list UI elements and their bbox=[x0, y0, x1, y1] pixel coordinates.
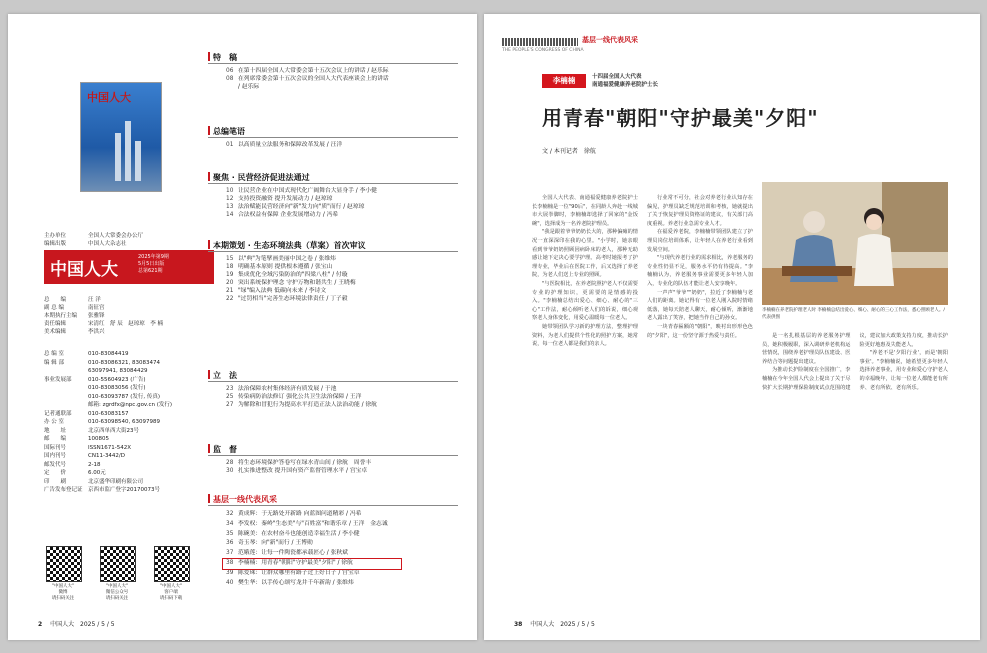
toc-page-number: 38 bbox=[226, 559, 234, 566]
toc-item-title: 将生态环境保护答卷写在绿水青山间 / 徐航 周誉丰 bbox=[238, 460, 372, 466]
article-byline: 文 / 本刊记者 徐航 bbox=[542, 148, 596, 155]
column-header-bar bbox=[502, 38, 578, 46]
info-label: 总 编 bbox=[44, 297, 67, 303]
info-label: 事业发展部 bbox=[44, 376, 72, 383]
info-value: 汪 洋 bbox=[88, 297, 101, 303]
toc-item-title: 樊生华：以手传心颂写龙井千年新韵 / 张维炜 bbox=[238, 579, 354, 586]
toc-item[interactable] bbox=[226, 211, 377, 219]
toc-item-title: 集成优化全域污染防治的"四梁八柱" / 付璇 bbox=[238, 272, 348, 278]
toc-page-number: 40 bbox=[226, 579, 234, 586]
masthead bbox=[44, 250, 214, 284]
paragraph: 为推动长护险制度在全国推广，李楠楠在今年全国人代会上提出了关于尽快扩大长期护理保险制度试点范围的建议，建议加大政策支持力度，推动长护险更好地惠及失能老人。 bbox=[762, 333, 948, 391]
toc-page-number: 27 bbox=[226, 402, 234, 408]
info-value: ISSN1671-542X bbox=[88, 444, 131, 451]
info-label: 美术编辑 bbox=[44, 329, 67, 335]
toc-item[interactable] bbox=[226, 255, 356, 263]
tower-graphic bbox=[115, 133, 121, 181]
toc-item-title: 奇玉琴：向"新"而行 / 王博勋 bbox=[238, 540, 313, 547]
issue-info bbox=[138, 254, 169, 275]
toc-item-title: 以"典"为笔擘画美丽中国之卷 / 张维炜 bbox=[238, 256, 336, 262]
toc-page-number: 28 bbox=[226, 460, 234, 466]
qr-caption-line: "中国人大" bbox=[51, 584, 75, 589]
info-label: 编 辑 部 bbox=[44, 359, 64, 366]
info-value: 6.00元 bbox=[88, 470, 106, 476]
toc-item bbox=[226, 83, 389, 91]
publisher-info bbox=[44, 232, 143, 248]
toc-item-title: 在列席常委会第十五次会议的全国人大代表座谈会上的讲话 bbox=[238, 76, 389, 82]
folio-magazine: 中国人大 bbox=[50, 621, 75, 628]
qr-caption-line: 微信公众号 bbox=[105, 590, 129, 595]
toc-item[interactable] bbox=[226, 393, 377, 401]
info-value: 北京盛华印刷有限公司 bbox=[88, 478, 144, 485]
toc-item-title: 以高质量立法服务和保障改革发展 / 汪洋 bbox=[238, 142, 343, 148]
qr-caption-line: "中国人大" bbox=[105, 584, 129, 589]
toc-item-title: 传染病防治法修订 强化公共卫生法治保障 / 王洋 bbox=[238, 394, 362, 400]
toc-page-number: 08 bbox=[226, 76, 234, 82]
info-value: 010-83084419 bbox=[88, 351, 129, 357]
toc-item-title: 合法权益有保障 企业发展增动力 / 冯希 bbox=[238, 212, 339, 218]
info-value: 京西市监广登字20170073号 bbox=[88, 487, 160, 493]
divider bbox=[208, 381, 458, 382]
qr-caption bbox=[151, 584, 191, 602]
toc-item-title: 李发权：秦岭"生态美"与"百姓富"和谐乐章 / 王洋 金志诚 bbox=[238, 520, 388, 527]
qr-code-weibo[interactable] bbox=[46, 546, 82, 582]
paragraph: 行业常不可分，社会对养老行业认知存在偏见，护理员缺乏规范培训和考核，她就提出了关于恢复护理员资格证的建议，有关部门高度重视。养老行业急需专业人才。 bbox=[647, 195, 753, 227]
toc-item[interactable] bbox=[226, 579, 388, 589]
toc-page-number: 13 bbox=[226, 204, 234, 210]
toc-item[interactable] bbox=[226, 287, 356, 295]
toc-page-number: 18 bbox=[226, 264, 234, 270]
toc-list bbox=[226, 510, 388, 588]
info-label: 总 编 室 bbox=[44, 351, 64, 357]
toc-item-title: 李楠楠：用青春"朝阳"守护最美"夕阳" / 徐航 bbox=[238, 559, 353, 566]
article-headline: 用青春"朝阳"守护最美"夕阳" bbox=[542, 106, 819, 130]
paragraph: 一块青春匾额的"朝阳"，映衬出形形色色的"夕阳"，这一份坚守源于热爱与责任。 bbox=[647, 323, 753, 339]
info-label: 编辑出版 bbox=[44, 241, 67, 247]
qr-code-wechat[interactable] bbox=[100, 546, 136, 582]
toc-section-title: 特 稿 bbox=[208, 52, 237, 63]
toc-page-number: 32 bbox=[226, 511, 234, 517]
toc-item-title: 范娥莲：让每一件陶瓷都承载匠心 / 张秋斌 bbox=[238, 550, 348, 557]
toc-list bbox=[226, 459, 371, 475]
page-folio bbox=[514, 619, 595, 628]
qr-caption-line: 请扫码下载 bbox=[159, 596, 183, 601]
toc-page-number: 37 bbox=[226, 550, 234, 557]
paragraph: 一声声"爷爷""奶奶"，拉近了李楠楠与老人们的距离。她记得有一位老人刚入院时情绪低落，她每天陪老人聊天，耐心倾听，渐渐地老人露出了笑容，把她当作自己的孙女。 bbox=[647, 289, 753, 322]
toc-page-number: 10 bbox=[226, 188, 234, 194]
divider bbox=[208, 63, 458, 64]
toc-page-number: 21 bbox=[226, 288, 234, 294]
info-value: 100805 bbox=[88, 436, 109, 442]
photo-illustration bbox=[762, 182, 948, 305]
toc-list bbox=[226, 187, 377, 219]
toc-item[interactable] bbox=[226, 141, 342, 149]
issue-date: 5月5日出版 bbox=[138, 261, 165, 267]
info-value: 李洪兴 bbox=[88, 329, 105, 335]
info-label: 本期执行主编 bbox=[44, 313, 78, 319]
toc-page-number: 22 bbox=[226, 296, 234, 302]
toc-list bbox=[226, 141, 342, 149]
representative-name: 李楠楠 bbox=[542, 74, 586, 88]
toc-item-title: 为解除和冒犯行为提高水平打造正法人法治动能 / 徐航 bbox=[238, 402, 377, 408]
rep-title: 十四届全国人大代表 bbox=[592, 74, 642, 80]
toc-page-number: 19 bbox=[226, 272, 234, 278]
toc-item-title: / 赵乐际 bbox=[238, 84, 260, 90]
info-label: 主办单位 bbox=[44, 233, 67, 239]
toc-item-title: 支持投资融资 提升发展动力 / 赵琼琼 bbox=[238, 196, 333, 202]
toc-item[interactable] bbox=[226, 271, 356, 279]
photo-caption: 李楠楠在养老院护理老人时 李楠楠总结出爱心、细心、耐心的三心工作法，悉心照顾老人。/ 代表供图 bbox=[762, 308, 945, 320]
article-photo bbox=[762, 182, 948, 305]
info-value: 北京西单西大街23号 bbox=[88, 427, 139, 434]
magazine-cover-thumbnail bbox=[80, 82, 162, 192]
toc-item[interactable] bbox=[226, 67, 389, 75]
info-label: 国内刊号 bbox=[44, 453, 67, 459]
toc-list bbox=[226, 67, 389, 91]
toc-page-number: 35 bbox=[226, 530, 234, 537]
folio-date: 2025 / 5 / 5 bbox=[560, 621, 595, 628]
editors-list bbox=[44, 296, 163, 336]
toc-item-title: 陈碗美：在农村奋斗也能创造幸福生活 / 李小健 bbox=[238, 530, 360, 537]
page-folio bbox=[38, 619, 115, 628]
info-label: 责任编辑 bbox=[44, 321, 67, 327]
paragraph: "养老不是'夕阳行业'，而是'朝阳事业'。"李楠楠说，她希望更多年轻人选择养老事业，用专业和爱心守护老人的幸福晚年，让每一位老人都能老有所养、老有所依、老有所乐。 bbox=[859, 350, 948, 391]
info-value: 中国人大杂志社 bbox=[88, 241, 127, 247]
column-title: 基层一线代表风采 bbox=[582, 36, 638, 44]
toc-item[interactable] bbox=[226, 195, 377, 203]
toc-item-title: 明确基本原则 提供根本遵循 / 张宝山 bbox=[238, 264, 333, 270]
toc-page-number: 14 bbox=[226, 212, 234, 218]
paragraph: 她带领团队学习新的护理方法，整理护理资料，为老人们提供个性化的照护方案，她常说，每一位老人都是我们的亲人。 bbox=[532, 323, 638, 348]
divider bbox=[208, 251, 458, 252]
info-value: 010-63083157 bbox=[88, 410, 129, 417]
toc-item[interactable] bbox=[226, 467, 371, 475]
toc-page-number: 12 bbox=[226, 196, 234, 202]
info-label: 国际刊号 bbox=[44, 444, 67, 451]
divider bbox=[208, 505, 458, 506]
toc-item-title: 让民营企业在中国式现代化广阔舞台大显身手 / 李小健 bbox=[238, 188, 377, 194]
toc-item-title: 扎实推进整改 提升国有资产监督管理水平 / 宫宝卓 bbox=[238, 468, 368, 474]
folio-magazine: 中国人大 bbox=[530, 621, 555, 628]
column-subtitle: THE PEOPLE'S CONGRESS OF CHINA bbox=[502, 48, 584, 53]
folio-date: 2025 / 5 / 5 bbox=[80, 621, 115, 628]
toc-section-title: 本期策划 · 生态环境法典（草案）首次审议 bbox=[208, 240, 366, 251]
toc-page-number: 25 bbox=[226, 394, 234, 400]
article-column-2 bbox=[647, 194, 753, 614]
toc-item[interactable] bbox=[226, 187, 377, 195]
toc-item[interactable] bbox=[226, 279, 356, 287]
tower-graphic bbox=[135, 141, 141, 181]
toc-item[interactable] bbox=[226, 520, 388, 530]
paragraph: 是一名扎根基层的养老服务护理员，她积极履职，深入调研养老机构运营情况，围绕养老护理员队伍建设、医养结合等问题提出建议。 bbox=[762, 333, 851, 365]
info-value: 010-63098540, 63097989 bbox=[88, 419, 160, 425]
right-page bbox=[484, 14, 980, 640]
paragraph: "与现代养老行业的需求相比，养老服务的专业性仍显不足，服务水平仍有待提高。"李楠楠认为，养老服务事业需要更多年轻人加入，专业化的队伍才能让老人安享晚年。 bbox=[647, 255, 753, 287]
info-label: 广告发布登记证 bbox=[44, 487, 83, 493]
qr-code-app[interactable] bbox=[154, 546, 190, 582]
info-label: 副 总 编 bbox=[44, 305, 64, 311]
info-value: 邮箱: zgrdfx@npc.gov.cn (发行) bbox=[88, 402, 173, 408]
toc-list bbox=[226, 255, 356, 303]
qr-caption-line: 客户端 bbox=[164, 590, 178, 595]
issue-number: 2025年第9期 bbox=[138, 254, 169, 260]
info-value: 全国人大常委会办公厅 bbox=[88, 233, 144, 239]
info-value: 010-83086321, 83083474 bbox=[88, 359, 160, 366]
toc-item[interactable] bbox=[226, 530, 388, 540]
divider bbox=[208, 137, 458, 138]
toc-section-title: 基层一线代表风采 bbox=[208, 494, 277, 505]
toc-item-title: 陈爱珠：让群众哪里有路子过上好日子 / 宫宝卓 bbox=[238, 569, 360, 576]
info-value: 010-83083056 (发行) bbox=[88, 385, 146, 391]
qr-caption bbox=[97, 584, 137, 602]
cover-logo: 中国人大 bbox=[87, 91, 131, 104]
page-number: 38 bbox=[514, 621, 523, 628]
info-value: 010-55604923 (广告) bbox=[88, 376, 146, 383]
divider bbox=[208, 183, 458, 184]
info-label: 地 址 bbox=[44, 427, 67, 434]
divider bbox=[208, 455, 458, 456]
toc-item-title: 法治赋能民营经济向"新"发力向"质"而行 / 赵琼琼 bbox=[238, 204, 365, 210]
rep-position: 南通福爱健康养老院护士长 bbox=[592, 81, 659, 88]
paragraph: 全国人大代表、南通福爱健康养老院护士长李楠楠是一位"90后"，在同龄人奔赴一线城市大展拳脚时，李楠楠却选择了回家的"金饭碗"，选择成为一名养老院护理员。 bbox=[532, 195, 638, 227]
info-value: 63097941, 83084429 bbox=[88, 368, 148, 374]
issue-total: 总第621期 bbox=[138, 268, 163, 274]
toc-page-number: 20 bbox=[226, 280, 234, 286]
toc-item-title: "绿"编入法典 低碳向未来 / 李诗文 bbox=[238, 288, 327, 294]
info-label: 邮 编 bbox=[44, 436, 67, 442]
info-label: 邮发代号 bbox=[44, 461, 67, 468]
toc-page-number: 34 bbox=[226, 520, 234, 527]
toc-page-number: 36 bbox=[226, 540, 234, 547]
toc-item-title: 黄成辉：于无路处开新路 向蓝图问道精彩 / 冯希 bbox=[238, 511, 362, 517]
info-value: 宋清红 舒 辰 赵琼琼 李 楠 bbox=[88, 321, 163, 327]
toc-item[interactable] bbox=[226, 203, 377, 211]
toc-section-title: 聚焦 · 民营经济促进法通过 bbox=[208, 172, 310, 183]
tower-graphic bbox=[125, 121, 131, 181]
info-value: 南征宫 bbox=[88, 305, 105, 311]
toc-page-number: 30 bbox=[226, 468, 234, 474]
page-number: 2 bbox=[38, 621, 43, 628]
toc-page-number: 06 bbox=[226, 68, 234, 74]
toc-item[interactable] bbox=[226, 510, 388, 520]
article-column-3 bbox=[762, 332, 948, 612]
toc-item-title: 在第十四届全国人大常委会第十五次会议上的讲话 / 赵乐际 bbox=[238, 68, 389, 74]
toc-page-number: 23 bbox=[226, 386, 234, 392]
toc-item-title: 法治保障农村集体经济有质发展 / 于池 bbox=[238, 386, 337, 392]
toc-section-title: 监 督 bbox=[208, 444, 237, 455]
article-column-1 bbox=[532, 194, 638, 614]
toc-section-title: 总编笔语 bbox=[208, 126, 245, 137]
info-label: 记者通联部 bbox=[44, 410, 72, 417]
toc-item[interactable] bbox=[226, 569, 388, 579]
toc-item[interactable] bbox=[226, 263, 356, 271]
info-value: CN11-3442/D bbox=[88, 453, 126, 459]
toc-item-title: 突出系统保护理念 守护万物和谐共生 / 王晓梅 bbox=[238, 280, 356, 286]
qr-caption-line: "中国人大" bbox=[159, 584, 183, 589]
contact-list bbox=[44, 350, 172, 495]
toc-page-number: 39 bbox=[226, 569, 234, 576]
highlight-box bbox=[222, 558, 402, 570]
info-label: 办 公 室 bbox=[44, 419, 64, 425]
toc-item[interactable] bbox=[226, 539, 388, 549]
info-label: 印 刷 bbox=[44, 478, 67, 485]
toc-section-title: 立 法 bbox=[208, 370, 237, 381]
info-value: 张雅锋 bbox=[88, 313, 105, 319]
qr-caption-line: 请扫码关注 bbox=[51, 596, 75, 601]
toc-page-number: 15 bbox=[226, 256, 234, 262]
paragraph: "与医院相比，在养老院照护老人不仅需要专业的护理知识，更需要的是情感的投入。"李楠楠总结出爱心、细心、耐心的"三心"工作法，耐心倾听老人们的诉说，细心观察老人身体变化，用爱心温暖每一位老人。 bbox=[532, 280, 638, 322]
toc-item[interactable] bbox=[226, 401, 377, 409]
toc-list bbox=[226, 385, 377, 409]
qr-caption-line: 微博 bbox=[58, 590, 68, 595]
representative-description bbox=[592, 74, 658, 89]
paragraph: "我是跟着爷爷奶奶长大的，那种偏瘫的情况一直深深印在我的心里。"小学时，她亲眼看到爷爷奶奶照顾因病卧床的老人，那种无助感让她下定决心要学护理。高考时她报考了护理专业，毕业后在医院工作，后又选择了养老院，为老人们送上专业的照顾。 bbox=[532, 229, 638, 279]
toc-item[interactable] bbox=[226, 75, 389, 83]
toc-page-number: 01 bbox=[226, 142, 234, 148]
masthead-logo: 中国人大 bbox=[50, 260, 118, 280]
info-value: 2-18 bbox=[88, 461, 101, 468]
toc-item-title: "过罚相当"完善生态环境法律责任 / 丁子毅 bbox=[238, 296, 348, 302]
paragraph: 在福爱养老院，李楠楠带领团队建立了护理员岗位培训体系，让年轻人在养老行业看到发展空间。 bbox=[647, 229, 753, 253]
qr-caption-line: 请扫码关注 bbox=[105, 596, 129, 601]
toc-item[interactable] bbox=[226, 385, 377, 393]
toc-item[interactable] bbox=[226, 295, 356, 303]
left-page bbox=[8, 14, 477, 640]
toc-item[interactable] bbox=[226, 459, 371, 467]
info-value: 010-63093787 (发行, 传真) bbox=[88, 393, 161, 400]
qr-caption bbox=[43, 584, 83, 602]
info-label: 定 价 bbox=[44, 470, 67, 476]
